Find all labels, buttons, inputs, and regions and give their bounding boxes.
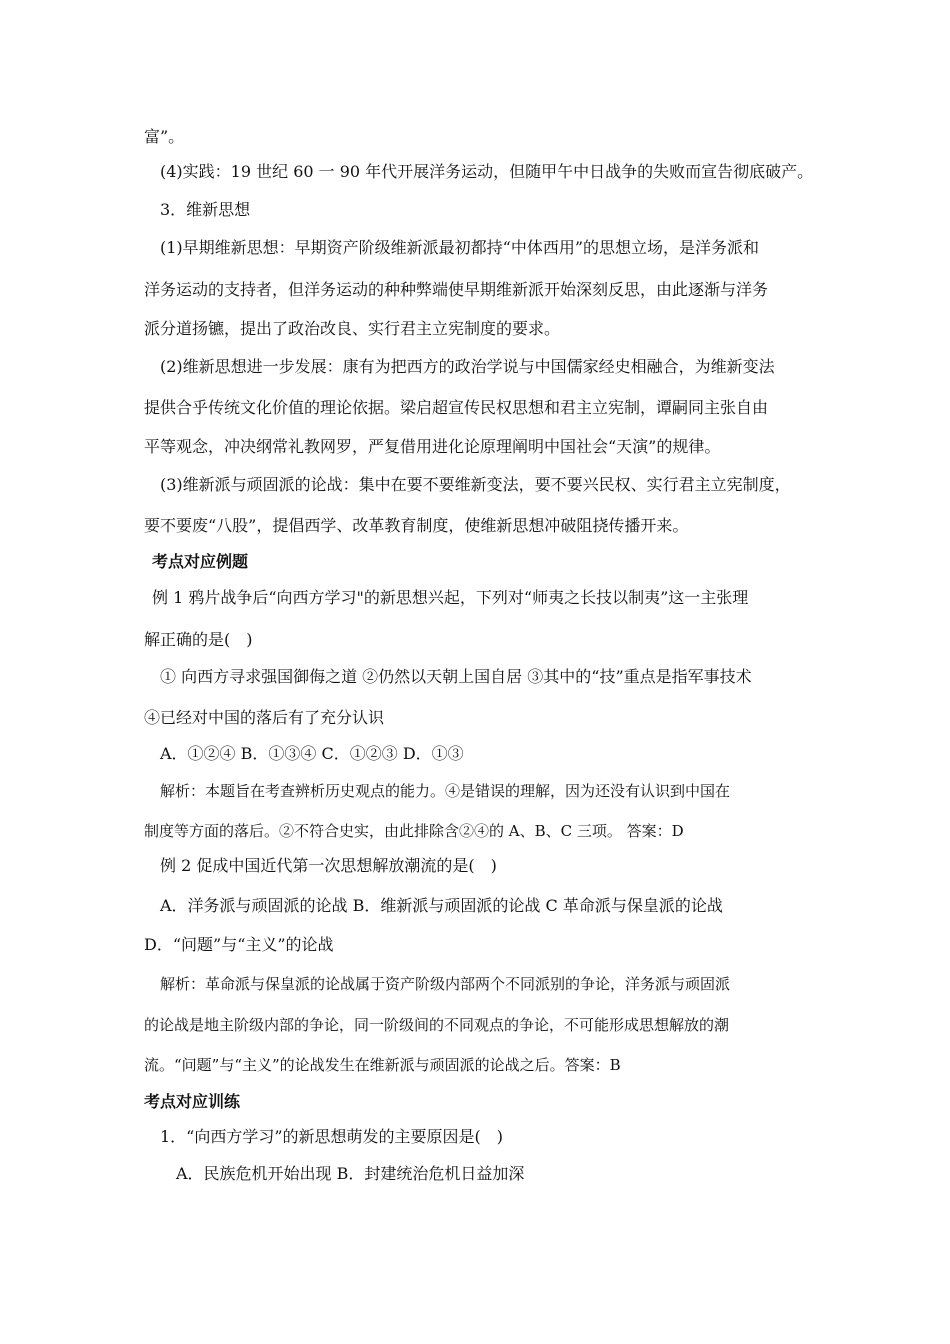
text-line: 派分道扬镳，提出了政治改良、实行君主立宪制度的要求。	[144, 319, 561, 338]
answer-choices: A．洋务派与顽固派的论战 B．维新派与顽固派的论战 C 革命派与保皇派的论战	[160, 896, 723, 915]
question-text: 解正确的是( )	[144, 630, 253, 649]
explanation-text: 解析：本题旨在考查辨析历史观点的能力。④是错误的理解，因为还没有认识到中国在	[160, 782, 731, 800]
text-line: 富”。	[144, 127, 185, 146]
section-heading-examples: 考点对应例题	[152, 552, 249, 571]
text-line: 平等观念，冲决纲常礼教网罗，严复借用进化论原理阐明中国社会“天演”的规律。	[144, 437, 721, 456]
question-text: 1．“向西方学习”的新思想萌发的主要原因是( )	[160, 1127, 504, 1146]
explanation-text: 的论战是地主阶级内部的争论，同一阶级间的不同观点的争论，不可能形成思想解放的潮	[144, 1016, 730, 1034]
section-heading-training: 考点对应训练	[144, 1092, 241, 1111]
text-line: 要不要废“八股”，提倡西学、改革教育制度，使维新思想冲破阻挠传播开来。	[144, 516, 689, 535]
text-line: (3)维新派与顽固派的论战：集中在要不要维新变法，要不要兴民权、实行君主立宪制度，	[160, 475, 791, 494]
text-line: (4)实践：19 世纪 60 一 90 年代开展洋务运动，但随甲午中日战争的失败而宣告彻底破产。	[160, 162, 814, 181]
explanation-text: 解析：革命派与保皇派的论战属于资产阶级内部两个不同派别的争论，洋务派与顽固派	[160, 975, 731, 993]
question-text: 例 1 鸦片战争后“向西方学习"的新思想兴起，下列对“师夷之长技以制夷”这一主张理	[152, 588, 749, 607]
question-options: ④已经对中国的落后有了充分认识	[144, 708, 385, 727]
text-line: 提供合乎传统文化价值的理论依据。梁启超宣传民权思想和君主立宪制，谭嗣同主张自由	[144, 398, 769, 417]
text-line: 洋务运动的支持者，但洋务运动的种种弊端使早期维新派开始深刻反思，由此逐渐与洋务	[144, 280, 769, 299]
answer-choices: D．“问题”与“主义”的论战	[144, 935, 334, 954]
explanation-text: 流。“问题”与“主义”的论战发生在维新派与顽固派的论战之后。答案：B	[144, 1056, 621, 1074]
answer-choices: A．①②④ B．①③④ C．①②③ D．①③	[160, 744, 464, 763]
text-line: (2)维新思想进一步发展：康有为把西方的政治学说与中国儒家经史相融合，为维新变法	[160, 357, 775, 376]
question-options: ① 向西方寻求强国御侮之道 ②仍然以天朝上国自居 ③其中的“技”重点是指军事技术	[160, 667, 752, 686]
explanation-text: 制度等方面的落后。②不符合史实，由此排除含②④的 A、B、C 三项。 答案：D	[144, 822, 684, 840]
section-heading: 3．维新思想	[160, 200, 251, 219]
text-line: (1)早期维新思想：早期资产阶级维新派最初都持“中体西用”的思想立场，是洋务派和	[160, 238, 760, 257]
answer-choices: A．民族危机开始出现 B．封建统治危机日益加深	[176, 1164, 525, 1183]
question-text: 例 2 促成中国近代第一次思想解放潮流的是( )	[160, 856, 497, 875]
